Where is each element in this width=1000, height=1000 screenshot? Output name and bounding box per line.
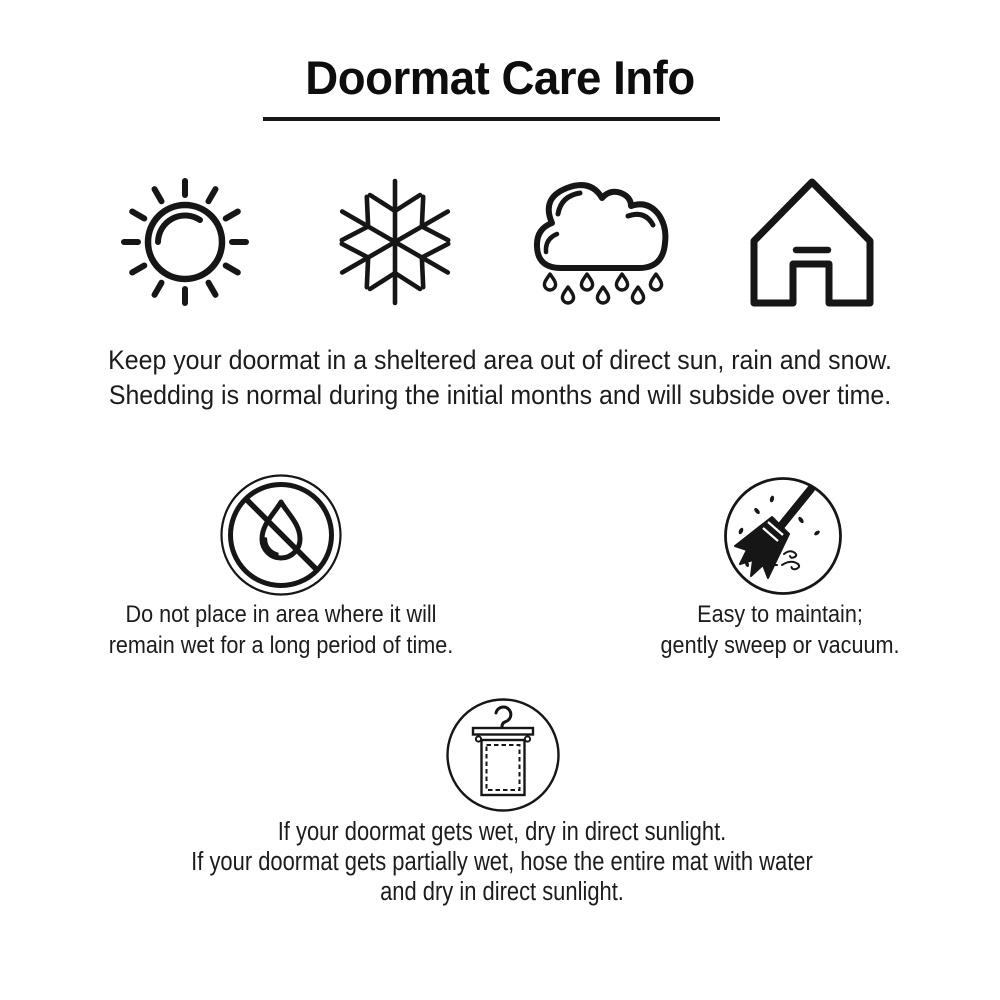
sun-icon: [120, 177, 250, 307]
caption-line: Easy to maintain;: [697, 601, 863, 628]
caption-line: gently sweep or vacuum.: [660, 632, 900, 659]
no-standing-water-icon: [219, 473, 343, 597]
caption-line: Do not place in area where it will: [125, 601, 437, 628]
page-title: Doormat Care Info: [305, 51, 695, 104]
caption-line: remain wet for a long period of time.: [108, 632, 454, 659]
shelter-note-line-1: Keep your doormat in a sheltered area out of direct sun, rain and snow.: [108, 345, 892, 375]
rain-cloud-icon: [531, 177, 671, 305]
caption-line: If your doormat gets partially wet, hose the entire mat with water: [191, 848, 813, 876]
shelter-note-line-2: Shedding is normal during the initial months and will subside over time.: [108, 380, 892, 410]
wet-dry-caption: [72, 817, 932, 907]
hang-dry-mat-icon: [445, 697, 561, 813]
caption-line: If your doormat gets wet, dry in direct sunlight.: [277, 818, 727, 846]
shelter-note: [30, 343, 970, 413]
broom-sweep-icon: [723, 476, 843, 596]
house-icon: [749, 177, 875, 307]
caption-line: and dry in direct sunlight.: [380, 878, 624, 906]
sweep-vacuum-caption: [555, 599, 1000, 661]
no-standing-water-caption: [56, 599, 506, 661]
title-underline: [263, 117, 720, 121]
snowflake-icon: [329, 176, 461, 308]
